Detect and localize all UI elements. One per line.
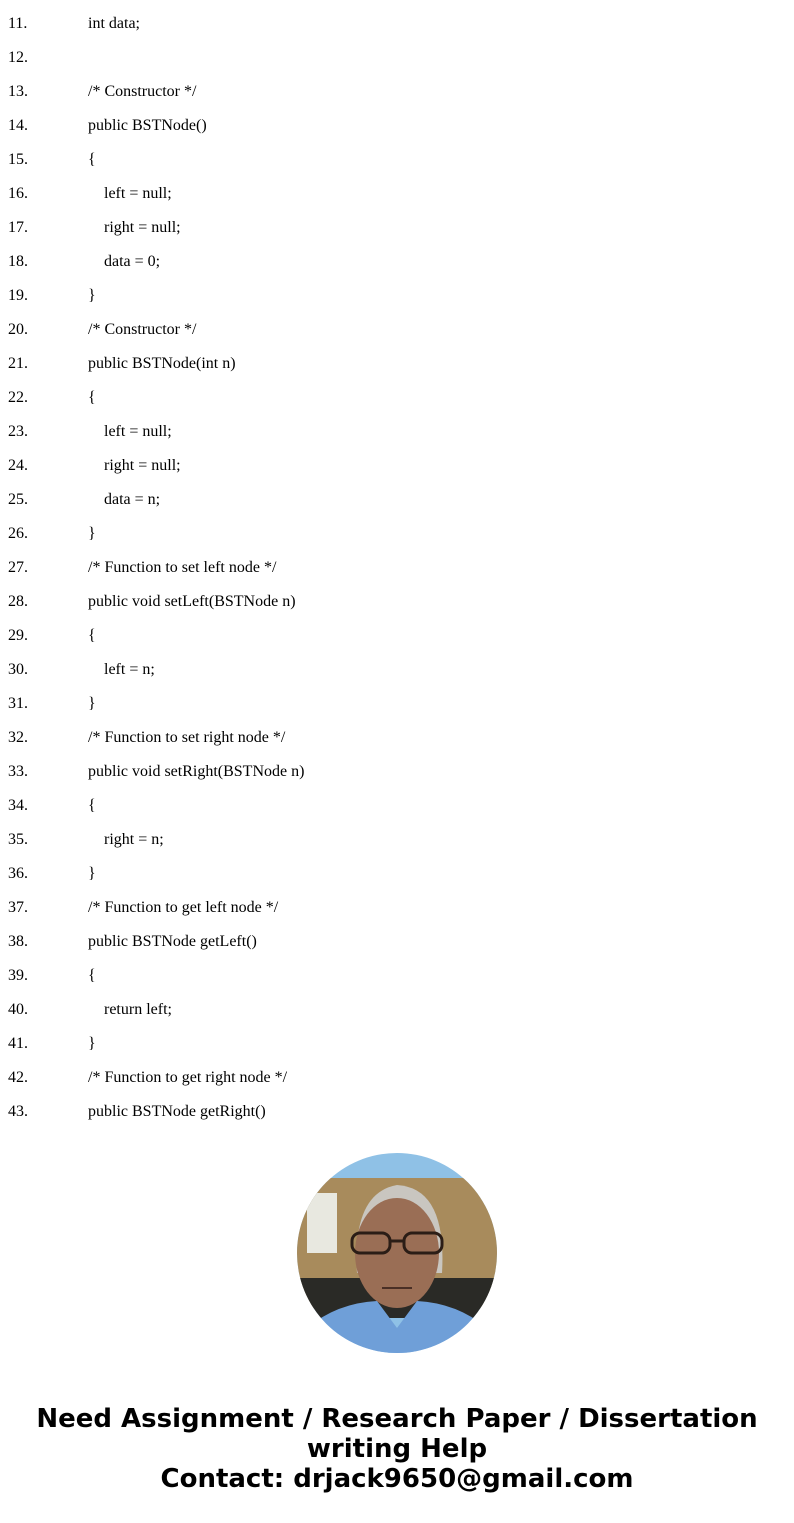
code-text: { — [88, 389, 96, 406]
line-number: 18. — [8, 253, 28, 270]
code-line — [0, 75, 794, 109]
line-number: 34. — [8, 797, 28, 814]
code-line — [0, 279, 794, 313]
contact-footer — [0, 1404, 794, 1494]
line-number: 24. — [8, 457, 28, 474]
code-text: right = null; — [104, 219, 181, 236]
line-number: 38. — [8, 933, 28, 950]
code-text: } — [88, 695, 96, 712]
code-line — [0, 449, 794, 483]
code-line — [0, 245, 794, 279]
code-text: } — [88, 525, 96, 542]
code-line — [0, 687, 794, 721]
code-text: right = n; — [104, 831, 164, 848]
line-number: 28. — [8, 593, 28, 610]
footer-line-2: writing Help — [306, 1434, 488, 1464]
code-line — [0, 1061, 794, 1095]
line-number: 40. — [8, 1001, 28, 1018]
code-text: /* Function to get right node */ — [88, 1069, 288, 1086]
code-line — [0, 1095, 794, 1129]
code-line — [0, 551, 794, 585]
code-line — [0, 857, 794, 891]
code-line — [0, 653, 794, 687]
code-line — [0, 7, 794, 41]
code-line — [0, 347, 794, 381]
line-number: 25. — [8, 491, 28, 508]
code-text: } — [88, 1035, 96, 1052]
code-line — [0, 313, 794, 347]
footer-contact: Contact: drjack9650@gmail.com — [160, 1464, 634, 1494]
code-text: /* Constructor */ — [88, 321, 197, 338]
code-text: public void setLeft(BSTNode n) — [88, 593, 296, 610]
code-line — [0, 1027, 794, 1061]
code-line — [0, 109, 794, 143]
line-number: 26. — [8, 525, 28, 542]
line-number: 33. — [8, 763, 28, 780]
code-line — [0, 415, 794, 449]
code-line — [0, 143, 794, 177]
code-line — [0, 959, 794, 993]
line-number: 42. — [8, 1069, 28, 1086]
code-text: left = null; — [104, 423, 172, 440]
line-number: 39. — [8, 967, 28, 984]
line-number: 23. — [8, 423, 28, 440]
code-line — [0, 789, 794, 823]
code-text: { — [88, 151, 96, 168]
code-line — [0, 891, 794, 925]
line-number: 32. — [8, 729, 28, 746]
code-line — [0, 585, 794, 619]
line-number: 12. — [8, 49, 28, 66]
code-text: public void setRight(BSTNode n) — [88, 763, 305, 780]
line-number: 41. — [8, 1035, 28, 1052]
line-number: 31. — [8, 695, 28, 712]
line-number: 37. — [8, 899, 28, 916]
code-text: data = 0; — [104, 253, 161, 270]
author-photo — [297, 1153, 497, 1353]
code-text: { — [88, 627, 96, 644]
code-text: public BSTNode getRight() — [88, 1103, 266, 1120]
code-line — [0, 721, 794, 755]
code-listing — [0, 7, 794, 1129]
code-text: /* Constructor */ — [88, 83, 197, 100]
line-number: 17. — [8, 219, 28, 236]
line-number: 29. — [8, 627, 28, 644]
code-line — [0, 41, 794, 75]
code-line — [0, 483, 794, 517]
line-number: 36. — [8, 865, 28, 882]
line-number: 20. — [8, 321, 28, 338]
line-number: 43. — [8, 1103, 28, 1120]
code-text: left = null; — [104, 185, 172, 202]
line-number: 27. — [8, 559, 28, 576]
line-number: 13. — [8, 83, 28, 100]
code-text: /* Function to set right node */ — [88, 729, 286, 746]
code-text: /* Function to get left node */ — [88, 899, 279, 916]
code-text: } — [88, 865, 96, 882]
code-text: { — [88, 797, 96, 814]
line-number: 35. — [8, 831, 28, 848]
code-line — [0, 993, 794, 1027]
code-text: { — [88, 967, 96, 984]
code-text: /* Function to set left node */ — [88, 559, 277, 576]
line-number: 30. — [8, 661, 28, 678]
code-line — [0, 755, 794, 789]
code-text: public BSTNode(int n) — [88, 355, 236, 372]
code-text: left = n; — [104, 661, 155, 678]
code-text: } — [88, 287, 96, 304]
code-line — [0, 823, 794, 857]
code-line — [0, 619, 794, 653]
code-text: public BSTNode getLeft() — [88, 933, 257, 950]
code-text: return left; — [104, 1001, 172, 1018]
line-number: 21. — [8, 355, 28, 372]
code-line — [0, 177, 794, 211]
code-text: int data; — [88, 15, 140, 32]
line-number: 15. — [8, 151, 28, 168]
line-number: 22. — [8, 389, 28, 406]
code-text: right = null; — [104, 457, 181, 474]
line-number: 14. — [8, 117, 28, 134]
code-line — [0, 925, 794, 959]
line-number: 11. — [8, 15, 28, 32]
code-text: data = n; — [104, 491, 161, 508]
line-number: 19. — [8, 287, 28, 304]
code-text: public BSTNode() — [88, 117, 207, 134]
code-line — [0, 517, 794, 551]
code-line — [0, 211, 794, 245]
footer-line-1: Need Assignment / Research Paper / Dissertation — [36, 1404, 758, 1434]
code-line — [0, 381, 794, 415]
line-number: 16. — [8, 185, 28, 202]
